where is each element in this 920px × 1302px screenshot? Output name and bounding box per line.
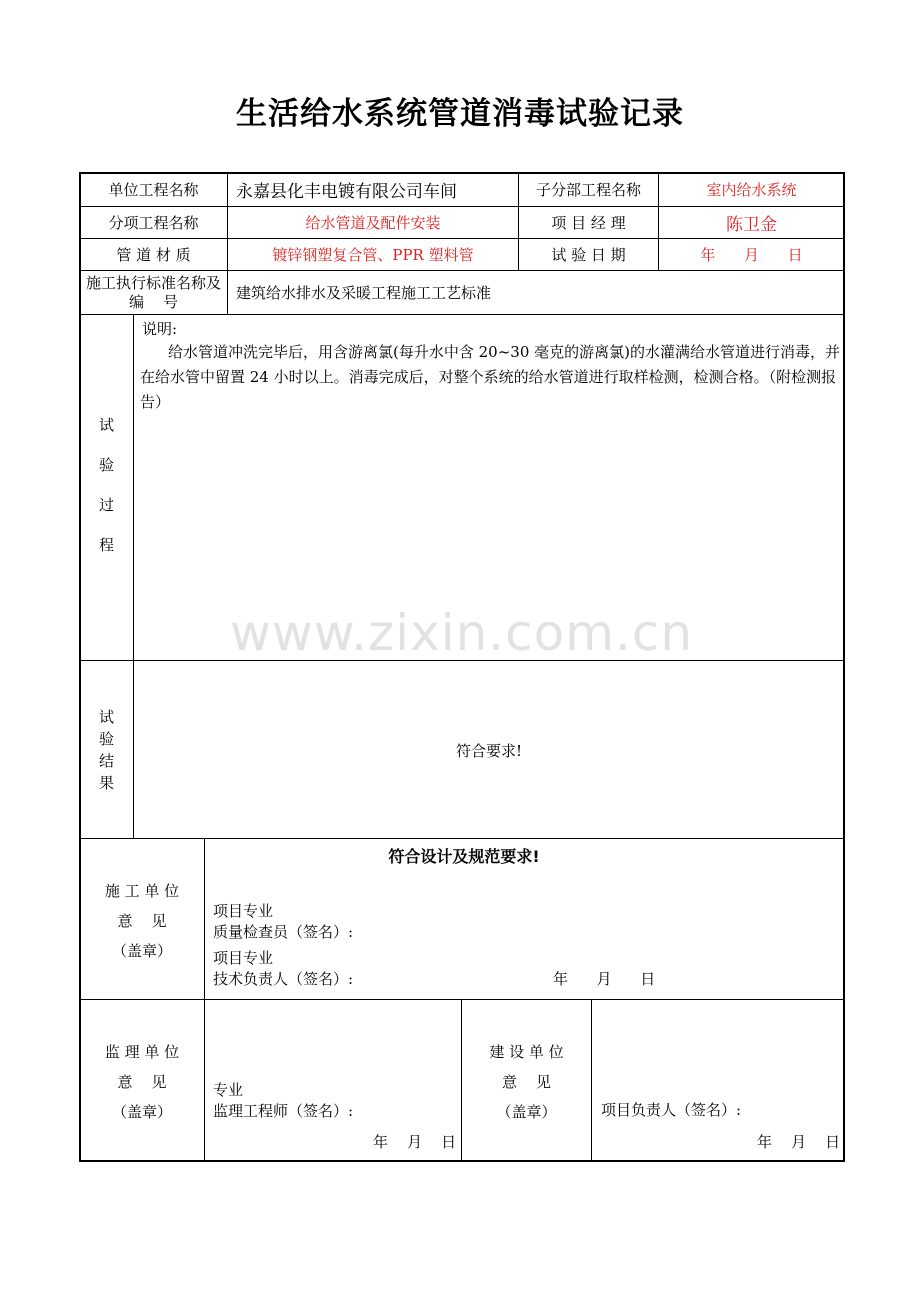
result-value: 符合要求! — [455, 741, 523, 760]
qc-line2: 质量检查员（签名）: — [213, 923, 354, 941]
unit-project-value: 永嘉县化丰电镀有限公司车间 — [236, 182, 457, 202]
process-note-title: 说明: — [142, 320, 178, 338]
qc-line1: 项目专业 — [213, 902, 274, 920]
supervision-label-line3: （盖章） — [111, 1103, 172, 1121]
tech-line1: 项目专业 — [213, 949, 274, 967]
unit-project-label: 单位工程名称 — [108, 181, 199, 199]
sub-project-label: 子分部工程名称 — [535, 181, 641, 199]
owner-sign: 项目负责人（签名）: — [601, 1101, 742, 1119]
test-date-value: 年 月 日 — [700, 246, 803, 264]
standard-label-line1: 施工执行标准名称及 — [85, 273, 221, 292]
column-divider — [204, 838, 205, 1161]
owner-label-line3: （盖章） — [496, 1103, 557, 1121]
supervision-sign-line1: 专业 — [213, 1081, 244, 1099]
process-side-char: 程 — [98, 536, 114, 554]
standard-label — [80, 271, 227, 314]
document-title: 生活给水系统管道消毒试验记录 — [236, 96, 684, 132]
row-divider — [80, 838, 844, 839]
material-label: 管 道 材 质 — [116, 246, 191, 264]
supervision-label — [80, 1037, 204, 1127]
process-side-char: 验 — [98, 456, 114, 474]
sub-project-value: 室内给水系统 — [706, 181, 797, 199]
owner-date: 年 月 日 — [757, 1133, 841, 1151]
standard-value: 建筑给水排水及采暖工程施工工艺标准 — [236, 284, 492, 302]
construction-label-line3: （盖章） — [111, 942, 172, 960]
result-side-label — [80, 706, 133, 794]
supervision-label-line1: 监 理 单 位 — [104, 1043, 180, 1061]
construction-label-line1: 施 工 单 位 — [104, 882, 180, 900]
result-side-char: 验 — [98, 730, 114, 748]
result-side-char: 结 — [98, 752, 114, 770]
process-side-char: 过 — [98, 496, 114, 514]
construction-label — [80, 876, 204, 966]
watermark-text: www.zixin.com.cn — [230, 604, 694, 662]
construction-date: 年 月 日 — [553, 970, 656, 988]
process-paragraph: 给水管道冲洗完毕后，用含游离氯(每升水中含 20~30 毫克的游离氯)的水灌满给水管道进行消毒，并在给水管中留置 24 小时以上。消毒完成后，对整个系统的给水管道进行取样检测，检测合格。（附检测报告） — [140, 343, 840, 411]
record-table — [79, 172, 845, 1162]
row-divider — [80, 999, 844, 1000]
result-side-char: 试 — [98, 708, 114, 726]
tech-line2: 技术负责人（签名）: — [213, 970, 354, 988]
owner-label — [462, 1037, 591, 1127]
owner-label-line1: 建 设 单 位 — [489, 1043, 564, 1061]
manager-value: 陈卫金 — [726, 215, 777, 235]
manager-label: 项 目 经 理 — [551, 214, 626, 232]
process-side-char: 试 — [98, 416, 114, 434]
test-date-label: 试 验 日 期 — [551, 246, 626, 264]
row-divider — [80, 314, 844, 315]
result-side-char: 果 — [98, 774, 114, 792]
construction-opinion: 符合设计及规范要求! — [388, 846, 540, 866]
supervision-sign-line2: 监理工程师（签名）: — [213, 1102, 354, 1120]
item-project-label: 分项工程名称 — [108, 214, 199, 232]
supervision-label-line2: 意 见 — [117, 1073, 167, 1091]
standard-label-line2: 编 号 — [128, 292, 179, 311]
item-project-value: 给水管道及配件安装 — [305, 214, 441, 232]
process-side-label — [80, 405, 133, 565]
material-value: 镀锌钢塑复合管、PPR 塑料管 — [272, 246, 474, 264]
column-divider — [591, 999, 592, 1161]
supervision-date: 年 月 日 — [373, 1133, 457, 1151]
construction-label-line2: 意 见 — [117, 912, 167, 930]
owner-label-line2: 意 见 — [501, 1073, 552, 1091]
